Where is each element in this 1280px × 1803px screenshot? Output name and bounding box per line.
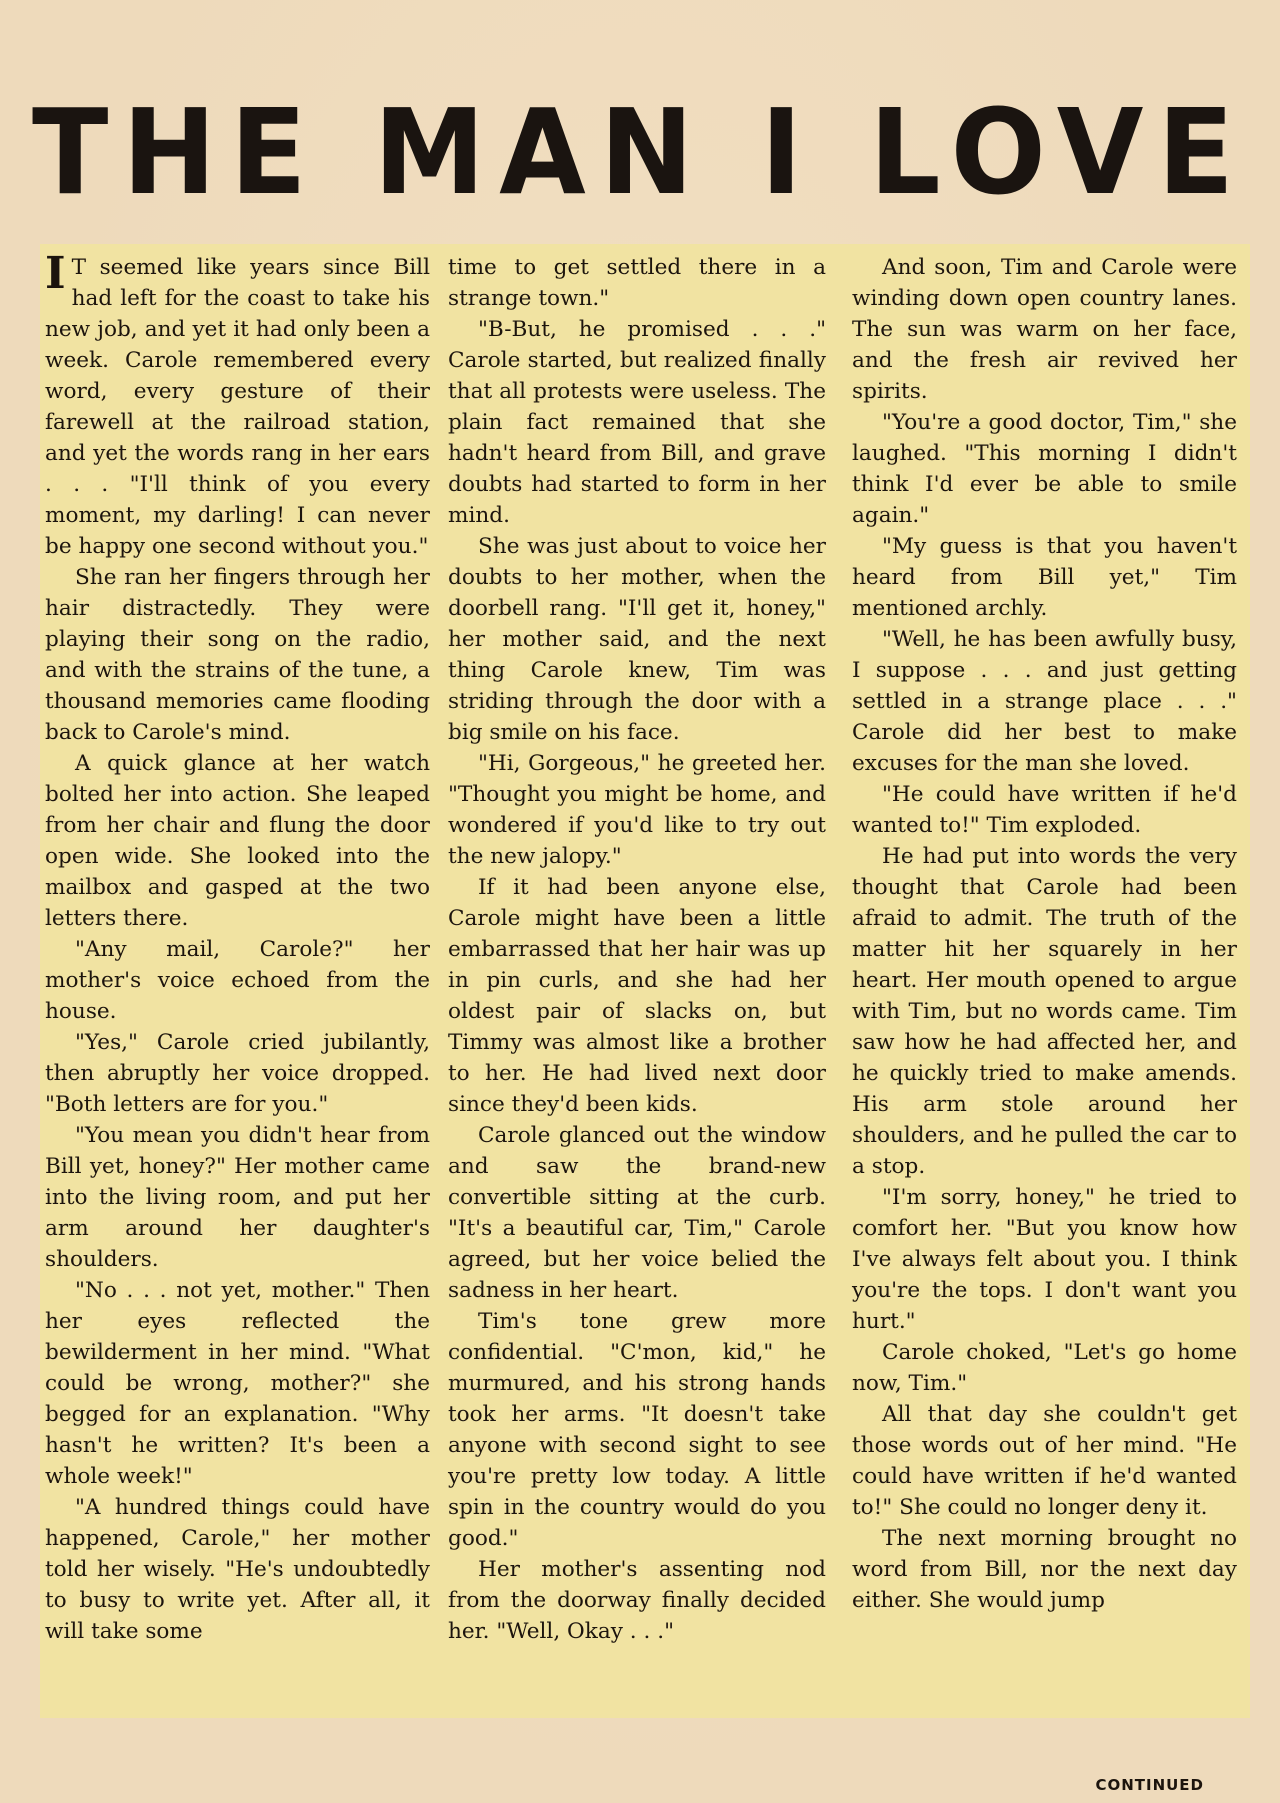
paragraph: "Well, he has been awfully busy, I suppose . . . and just getting settled in a strange place . . ." Carole did her best to make excuses for the man she loved. <box>852 627 1237 776</box>
paragraph: "I'm sorry, honey," he tried to comfort her. "But you know how I've always felt about you. I think you're the tops. I don't want you hurt." <box>852 1185 1237 1334</box>
paragraph: "A hundred things could have happened, Carole," her mother told her wisely. "He's undoubtedly to busy to write yet. After all, it will take some <box>45 1495 430 1644</box>
paragraph: "Any mail, Carole?" her mother's voice echoed from the house. <box>45 937 430 1024</box>
paragraph: time to get settled there in a strange town." <box>448 255 826 311</box>
page-title: THE MAN I LOVE <box>32 84 1248 222</box>
paragraph: "Hi, Gorgeous," he greeted her. "Thought you might be home, and wondered if you'd like to try out the new jalopy." <box>448 751 826 869</box>
drop-cap: I <box>45 248 66 299</box>
paragraph: The next morning brought no word from Bill, nor the next day either. She would jump <box>852 1526 1237 1613</box>
paragraph: If it had been anyone else, Carole might have been a little embarrassed that her hair was up in pin curls, and she had her oldest pair of slacks on, but Timmy was almost like a brother to her. He had lived next door since they'd been kids. <box>448 875 826 1117</box>
paragraph: "You mean you didn't hear from Bill yet, honey?" Her mother came into the living room, and put her arm around her daughter's shoulders. <box>45 1123 430 1272</box>
paragraph: He had put into words the very thought that Carole had been afraid to admit. The truth of the matter hit her squarely in her heart. Her mouth opened to argue with Tim, but no words came. Tim saw how he had affected her, and he quickly tried to make amends. His arm stole around her shoulders, and he pulled the car to a stop. <box>852 844 1237 1179</box>
paragraph: Carole choked, "Let's go home now, Tim." <box>852 1340 1237 1396</box>
paragraph: Her mother's assenting nod from the doorway finally decided her. "Well, Okay . . ." <box>448 1557 826 1644</box>
story-column-2 <box>448 252 826 1647</box>
paragraph <box>45 248 430 562</box>
paragraph: "Yes," Carole cried jubilantly, then abruptly her voice dropped. "Both letters are for you." <box>45 1030 430 1117</box>
paragraph: She ran her fingers through her hair distractedly. They were playing their song on the radio, and with the strains of the tune, a thousand memories came flooding back to Carole's mind. <box>45 565 430 745</box>
paragraph: "No . . . not yet, mother." Then her eyes reflected the bewilderment in her mind. "What could be wrong, mother?" she begged for an explanation. "Why hasn't he written? It's been a whole week!" <box>45 1278 430 1489</box>
paragraph: All that day she couldn't get those words out of her mind. "He could have written if he'd wanted to!" She could no longer deny it. <box>852 1402 1237 1520</box>
paragraph: "He could have written if he'd wanted to!" Tim exploded. <box>852 782 1237 838</box>
paragraph: "B-But, he promised . . ." Carole started, but realized finally that all protests were useless. The plain fact remained that she hadn't heard from Bill, and grave doubts had started to form in her mind. <box>448 317 826 528</box>
paragraph-text: T seemed like years since Bill had left for the coast to take his new job, and yet it had only been a week. Carole remembered every word, every gesture of their farewell at the railroad station, and yet the words rang in her ears . . . "I'll think of you every moment, my darling! I can never be happy one second without you." <box>45 255 430 559</box>
paragraph: She was just about to voice her doubts to her mother, when the doorbell rang. "I'll get it, honey," her mother said, and the next thing Carole knew, Tim was striding through the door with a big smile on his face. <box>448 534 826 745</box>
paragraph: Carole glanced out the window and saw the brand-new convertible sitting at the curb. "It's a beautiful car, Tim," Carole agreed, but her voice belied the sadness in her heart. <box>448 1123 826 1303</box>
paragraph: A quick glance at her watch bolted her into action. She leaped from her chair and flung the door open wide. She looked into the mailbox and gasped at the two letters there. <box>45 751 430 931</box>
paragraph: "My guess is that you haven't heard from Bill yet," Tim mentioned archly. <box>852 534 1237 621</box>
story-column-1 <box>45 248 430 1647</box>
continued-label: CONTINUED <box>1095 1776 1204 1794</box>
story-column-3 <box>852 252 1237 1616</box>
paragraph: And soon, Tim and Carole were winding down open country lanes. The sun was warm on her face, and the fresh air revived her spirits. <box>852 255 1237 404</box>
paragraph: "You're a good doctor, Tim," she laughed. "This morning I didn't think I'd ever be able to smile again." <box>852 410 1237 528</box>
paragraph: Tim's tone grew more confidential. "C'mon, kid," he murmured, and his strong hands took her arms. "It doesn't take anyone with second sight to see you're pretty low today. A little spin in the country would do you good." <box>448 1309 826 1551</box>
